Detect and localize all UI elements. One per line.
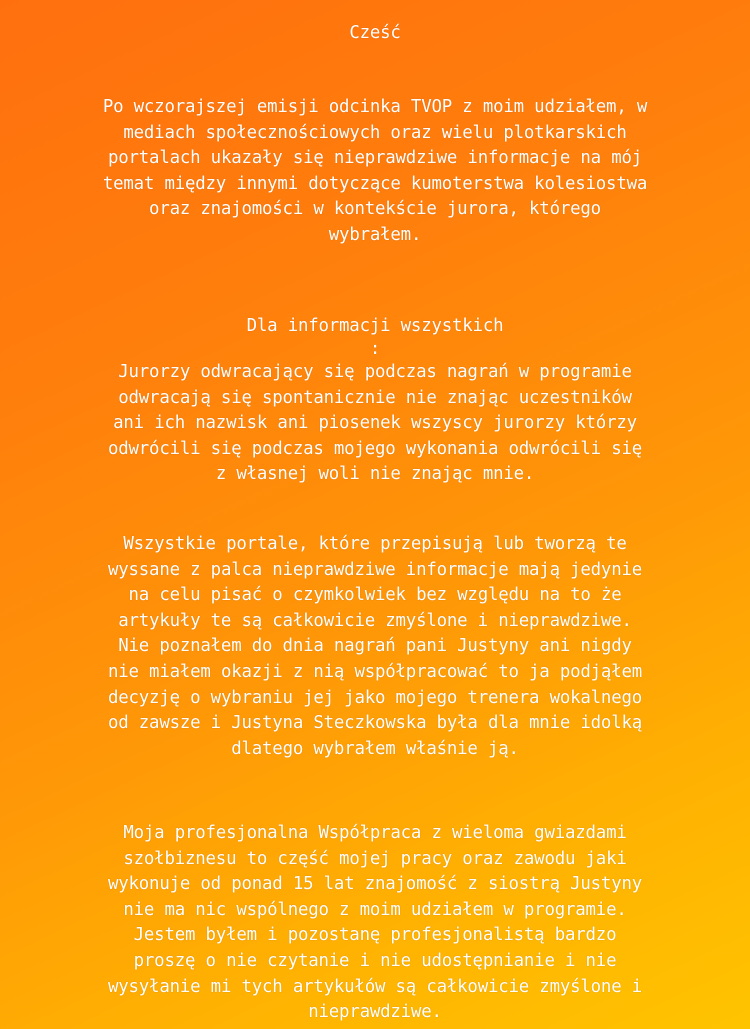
text-line: wykonuje od ponad 15 lat znajomość z siostrą Justyny [107, 874, 643, 895]
text-line: Moja profesjonalna Współpraca z wieloma gwiazdami [123, 823, 627, 843]
text-line: wybrałem. [328, 224, 422, 245]
text-line: proszę o nie czytanie i nie udostępnianie i nie [133, 950, 617, 971]
heading-colon: : [369, 339, 381, 359]
text-line: Jurorzy odwracający się podczas nagrań w programie [118, 362, 632, 382]
text-line: Po wczorajszej emisji odcinka TVOP z moim udziałem, w [102, 97, 648, 117]
text-line: nie miałem okazji z nią współpracować to ja podjąłem [107, 661, 643, 682]
paragraph-portals [0, 532, 750, 762]
text-line: ani ich nazwisk ani piosenek wszyscy jurorzy którzy [113, 413, 637, 434]
greeting: Cześć [349, 23, 401, 43]
paragraph-jurors [0, 360, 750, 488]
text-line: Wszystkie portale, które przepisują lub tworzą te [123, 534, 627, 554]
text-line: portalach ukazały się nieprawdziwe informacje na mój [107, 148, 643, 169]
text-line: Jestem byłem i pozostanę profesjonalistą bardzo [133, 925, 617, 946]
paragraph-cooperation [0, 821, 750, 1026]
text-line: decyzję o wybraniu jej jako mojego trenera wokalnego [107, 687, 643, 708]
text-line: wysyłanie mi tych artykułów są całkowicie zmyślone i [107, 976, 643, 997]
text-line: oraz znajomości w kontekście jurora, którego [149, 199, 601, 220]
text-line: artykuły te są całkowicie zmyślone i nieprawdziwe. [118, 610, 632, 631]
text-line: mediach społecznościowych oraz wielu plotkarskich [123, 122, 627, 143]
text-line: szołbiznesu to część mojej pracy oraz zawodu jaki [123, 848, 627, 869]
text-line: odwracają się spontanicznie nie znając uczestników [118, 387, 632, 408]
text-line: z własnej woli nie znając mnie. [215, 464, 535, 485]
text-line: na celu pisać o czymkolwiek bez względu na to że [128, 585, 622, 606]
text-line: nie ma nic wspólnego z moim udziałem w programie. [123, 899, 627, 920]
text-line: dlatego wybrałem właśnie ją. [231, 738, 519, 759]
text-line: od zawsze i Justyna Steczkowska była dla mnie idolką [107, 713, 643, 734]
section-heading: Dla informacji wszystkich [246, 316, 504, 336]
text-line: odwrócili się podczas mojego wykonania odwrócili się [107, 438, 643, 459]
text-line: Nie poznałem do dnia nagrań pani Justyny ani nigdy [118, 636, 632, 657]
text-line: temat między innymi dotyczące kumoterstwa kolesiostwa [102, 173, 648, 194]
paragraph-rumors [0, 95, 750, 249]
text-line: wyssane z palca nieprawdziwe informacje mają jedynie [107, 559, 643, 580]
text-line: nieprawdziwe. [308, 1002, 442, 1023]
